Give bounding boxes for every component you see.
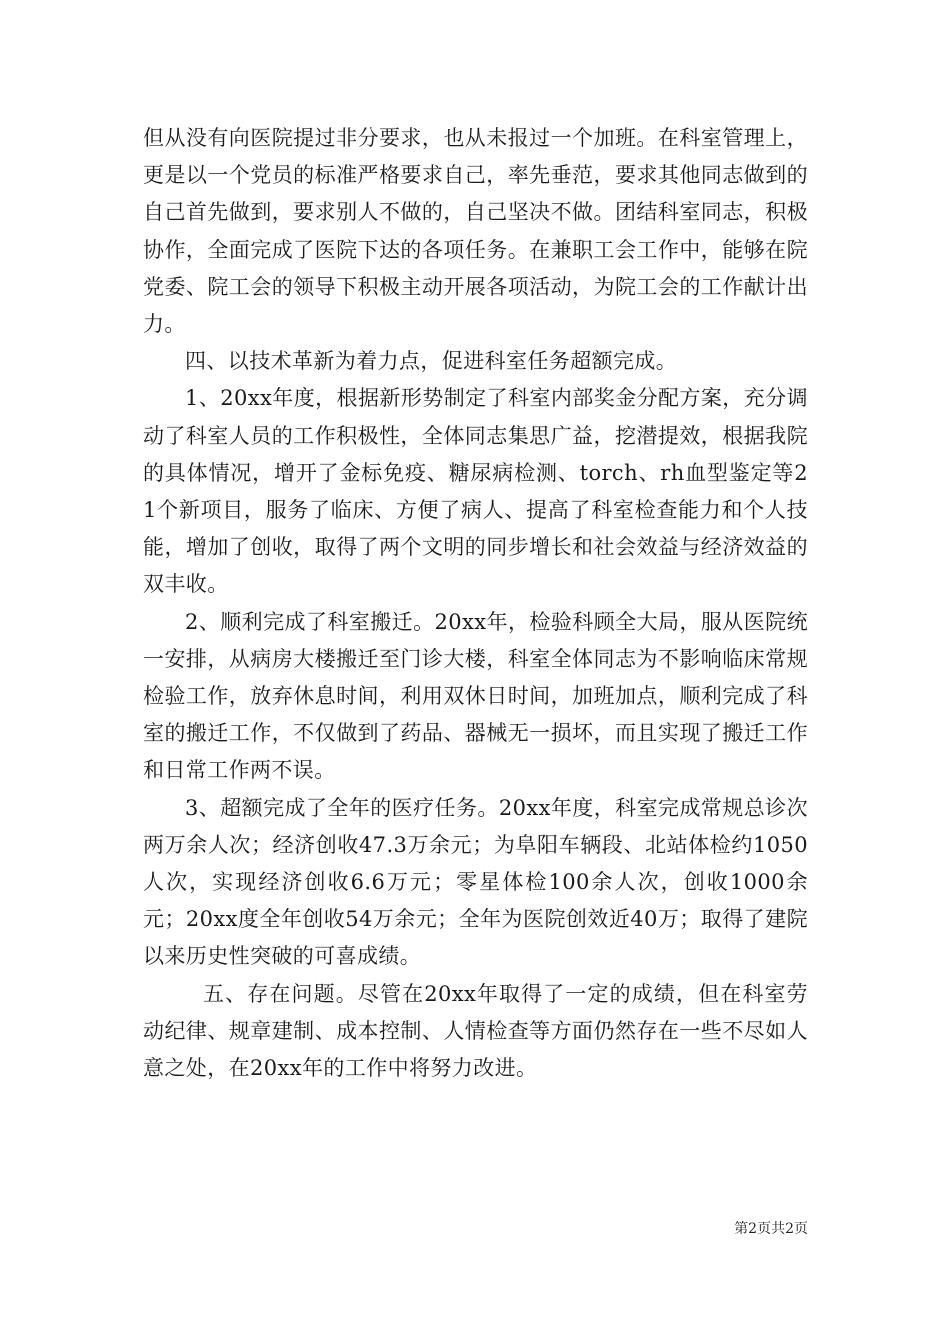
paragraph-section-four-heading: 四、以技术革新为着力点，促进科室任务超额完成。 xyxy=(185,349,678,374)
paragraph-item-1: 1、20xx年度，根据新形势制定了科室内部奖金分配方案，充分调动了科室人员的工作积极性，全体同志集思广益，挖潜提效，根据我院的具体情况，增开了金标免疫、糖尿病检测、torch、rh血型鉴定等21个新项目，服务了临床、方便了病人、提高了科室检查能力和个人技能，增加了创收，取得了两个文明的同步增长和社会效益与经济效益的双丰收。 xyxy=(143,386,808,597)
paragraph-item-3: 3、超额完成了全年的医疗任务。20xx年度，科室完成常规总诊次两万余人次；经济创收47.3万余元；为阜阳车辆段、北站体检约1050人次，实现经济创收6.6万元；零星体检100余人次，创收1000余元；20xx度全年创收54万余元；全年为医院创效近40万；取得了建院以来历史性突破的可喜成绩。 xyxy=(143,795,808,969)
page-number-footer: 第2页共2页 xyxy=(734,1221,808,1237)
paragraph-item-2: 2、顺利完成了科室搬迁。20xx年，检验科顾全大局，服从医院统一安排，从病房大楼搬迁至门诊大楼，科室全体同志为不影响临床常规检验工作，放弃休息时间，利用双休日时间，加班加点，顺利完成了科室的搬迁工作，不仅做到了药品、器械无一损坏，而且实现了搬迁工作和日常工作两不误。 xyxy=(143,609,808,783)
paragraph-section-five: 五、存在问题。尽管在20xx年取得了一定的成绩，但在科室劳动纪律、规章建制、成本控制、人情检查等方面仍然存在一些不尽如人意之处，在20xx年的工作中将努力改进。 xyxy=(143,981,808,1081)
paragraph-continuation: 但从没有向医院提过非分要求，也从未报过一个加班。在科室管理上，更是以一个党员的标准严格要求自己，率先垂范，要求其他同志做到的自己首先做到，要求别人不做的，自己坚决不做。团结科室同志，积极协作，全面完成了医院下达的各项任务。在兼职工会工作中，能够在院党委、院工会的领导下积极主动开展各项活动，为院工会的工作献计出力。 xyxy=(143,126,808,337)
document-body xyxy=(143,120,808,1087)
